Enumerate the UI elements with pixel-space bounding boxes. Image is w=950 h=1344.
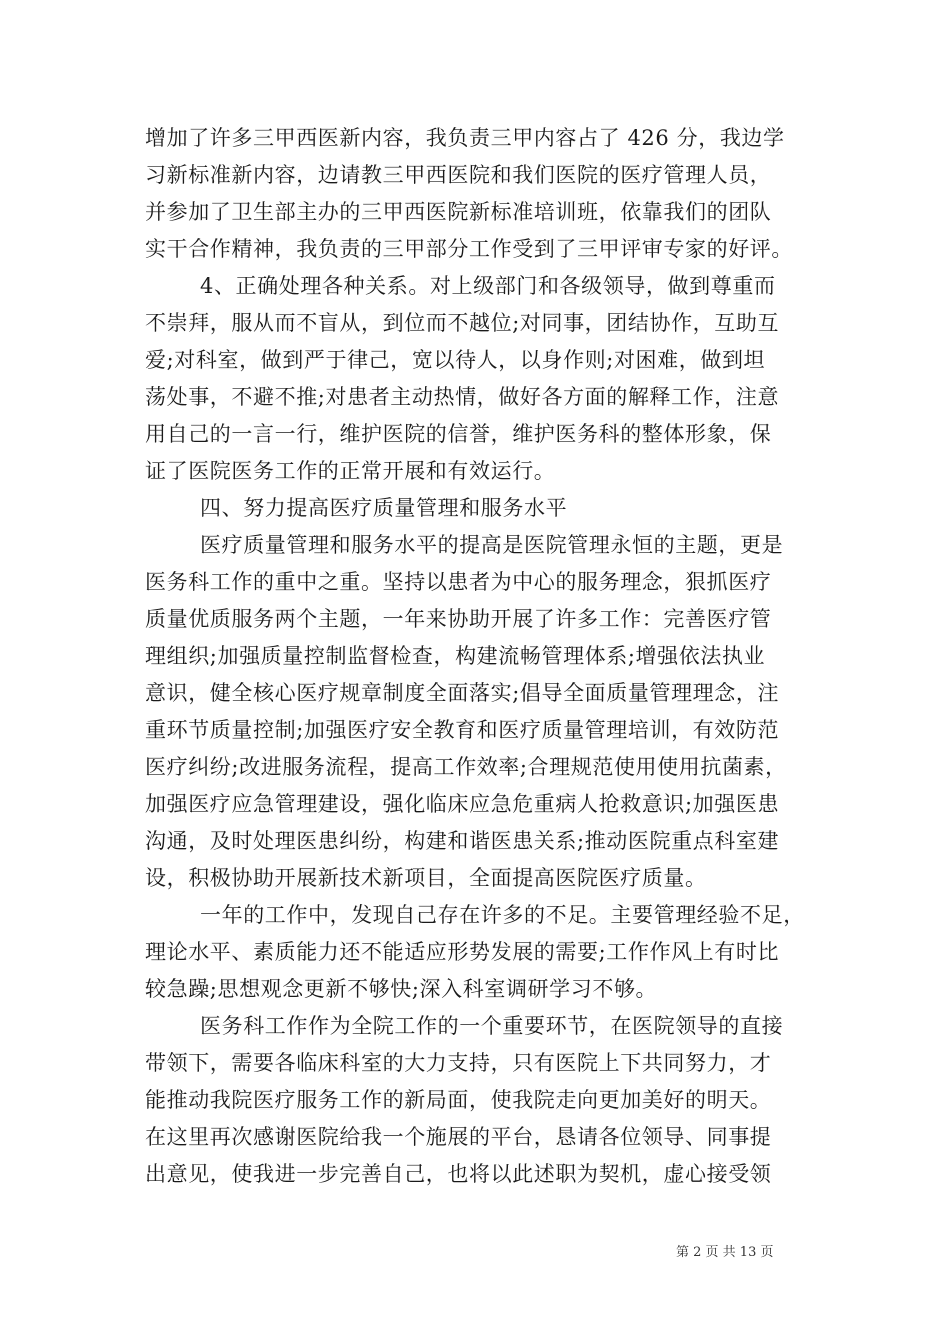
- page-number: 第 2 页 共 13 页: [676, 1245, 774, 1260]
- text-line: 爱;对科室，做到严于律己，宽以待人，以身作则;对困难，做到坦: [145, 348, 766, 372]
- text-line: 能推动我院医疗服务工作的新局面，使我院走向更加美好的明天。: [145, 1088, 772, 1112]
- text-line: 质量优质服务两个主题，一年来协助开展了许多工作：完善医疗管: [145, 607, 772, 631]
- text-line: 带领下，需要各临床科室的大力支持，只有医院上下共同努力，才: [145, 1051, 772, 1075]
- text-line: 加强医疗应急管理建设，强化临床应急危重病人抢救意识;加强医患: [145, 792, 780, 816]
- text-line: 较急躁;思想观念更新不够快;深入科室调研学习不够。: [145, 977, 658, 1001]
- text-line: 不崇拜，服从而不盲从，到位而不越位;对同事，团结协作，互助互: [145, 311, 780, 335]
- section-heading: 四、努力提高医疗质量管理和服务水平: [200, 496, 568, 520]
- text-line: 实干合作精神，我负责的三甲部分工作受到了三甲评审专家的好评。: [145, 237, 793, 261]
- text-line: 证了医院医务工作的正常开展和有效运行。: [145, 459, 556, 483]
- text-line: 出意见，使我进一步完善自己，也将以此述职为契机，虚心接受领: [145, 1162, 772, 1186]
- text-line: 医疗质量管理和服务水平的提高是医院管理永恒的主题，更是: [200, 533, 784, 557]
- text-line: 理论水平、素质能力还不能适应形势发展的需要;工作作风上有时比: [145, 940, 780, 964]
- text-line: 荡处事，不避不推;对患者主动热情，做好各方面的解释工作，注意: [145, 385, 780, 409]
- text-line: 意识，健全核心医疗规章制度全面落实;倡导全面质量管理理念，注: [145, 681, 780, 705]
- text-line: 沟通，及时处理医患纠纷，构建和谐医患关系;推动医院重点科室建: [145, 829, 780, 853]
- text-line: 增加了许多三甲西医新内容，我负责三甲内容占了 426 分，我边学: [145, 126, 785, 150]
- text-line: 一年的工作中，发现自己存在许多的不足。主要管理经验不足，: [200, 903, 805, 927]
- text-line: 在这里再次感谢医院给我一个施展的平台，恳请各位领导、同事提: [145, 1125, 772, 1149]
- text-line: 并参加了卫生部主办的三甲西医院新标准培训班，依靠我们的团队: [145, 200, 772, 224]
- text-line: 医务科工作的重中之重。坚持以患者为中心的服务理念，狠抓医疗: [145, 570, 772, 594]
- text-line: 理组织;加强质量控制监督检查，构建流畅管理体系;增强依法执业: [145, 644, 766, 668]
- text-line: 医务科工作作为全院工作的一个重要环节，在医院领导的直接: [200, 1014, 784, 1038]
- text-line: 4、正确处理各种关系。对上级部门和各级领导，做到尊重而: [200, 274, 776, 298]
- text-line: 设，积极协助开展新技术新项目，全面提高医院医疗质量。: [145, 866, 707, 890]
- text-line: 习新标准新内容，边请教三甲西医院和我们医院的医疗管理人员，: [145, 163, 772, 187]
- text-line: 用自己的一言一行，维护医院的信誉，维护医务科的整体形象，保: [145, 422, 772, 446]
- text-line: 医疗纠纷;改进服务流程，提高工作效率;合理规范使用使用抗菌素，: [145, 755, 787, 779]
- text-line: 重环节质量控制;加强医疗安全教育和医疗质量管理培训，有效防范: [145, 718, 780, 742]
